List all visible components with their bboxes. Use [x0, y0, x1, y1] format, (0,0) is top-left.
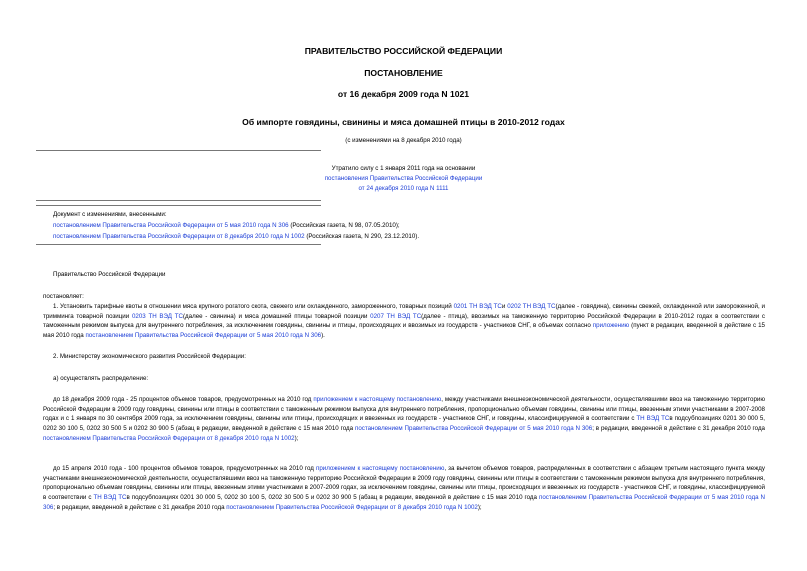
p4-text-e: );: [477, 503, 482, 511]
p1-link-0207[interactable]: 0207 ТН ВЭД ТС: [370, 312, 422, 320]
p3-link-306[interactable]: постановлением Правительства Российской Федерации от 5 мая 2010 года N 306: [354, 425, 593, 433]
paragraph-2a: а) осуществлять распределение:: [53, 375, 149, 382]
paragraph-3: [43, 395, 765, 444]
doc-type-heading: ПОСТАНОВЛЕНИЕ: [364, 68, 443, 78]
divider: [36, 205, 321, 206]
p1-text-d: (далее - свинина) и мяса домашней птицы товарной позиции: [182, 312, 371, 320]
changes-item-1: [53, 221, 400, 231]
p1-link-0203[interactable]: 0203 ТН ВЭД ТС: [131, 312, 183, 320]
paragraph-1: [43, 302, 765, 341]
expired-notice: Утратило силу с 1 января 2011 года на основании: [331, 165, 476, 172]
p3-text-a: до 18 декабря 2009 года - 25 процентов объемов товаров, предусмотренных на 2010 год: [53, 396, 314, 403]
change-link-1002[interactable]: постановлением Правительства Российской Федерации от 8 декабря 2010 года N 1002: [53, 233, 305, 240]
changes-item-2: [53, 232, 419, 242]
expired-link-line2[interactable]: от 24 декабря 2010 года N 1111: [358, 185, 449, 192]
changes-intro: Документ с изменениями, внесенными:: [53, 211, 167, 218]
change-source-1: (Российская газета, N 98, 07.05.2010);: [288, 222, 400, 229]
p1-link-0202[interactable]: 0202 ТН ВЭД ТС: [507, 303, 556, 310]
p4-link-1002[interactable]: постановлением Правительства Российской Федерации от 8 декабря 2010 года N 1002: [226, 503, 478, 511]
p1-link-appendix[interactable]: приложению: [592, 322, 630, 330]
paragraph-4: [43, 464, 765, 513]
document-title: Об импорте говядины, свинины и мяса домашней птицы в 2010-2012 годах: [242, 117, 565, 127]
decides-line: постановляет:: [43, 293, 84, 300]
p3-link-appendix[interactable]: приложением к настоящему постановлению: [313, 396, 442, 403]
p3-link-1002[interactable]: постановлением Правительства Российской Федерации от 8 декабря 2010 года N 1002: [43, 434, 295, 442]
p4-link-tnved[interactable]: ТН ВЭД ТС: [93, 494, 127, 502]
p4-text-d: ; в редакции, введенной в действие с 31 декабря 2010 года: [53, 503, 227, 511]
p3-link-tnved[interactable]: ТН ВЭД ТС: [636, 415, 670, 423]
p1-text-a: 1. Установить тарифные квоты в отношении мяса крупного рогатого скота, свежего или охлажденного, замороженного, товарных позиций: [53, 303, 454, 310]
p1-text-c: (далее - говядина), свинины свежей, охлажденной или замороженной, и тримминга товарной позиции: [43, 303, 765, 320]
change-link-306[interactable]: постановлением Правительства Российской Федерации от 5 мая 2010 года N 306: [53, 222, 289, 229]
divider: [36, 244, 321, 245]
amendments-note: (с изменениями на 8 декабря 2010 года): [345, 137, 462, 144]
expired-link-line1[interactable]: постановления Правительства Российской Федерации: [324, 175, 483, 182]
government-heading: ПРАВИТЕЛЬСТВО РОССИЙСКОЙ ФЕДЕРАЦИИ: [304, 46, 503, 56]
change-source-2: (Российская газета, N 290, 23.12.2010).: [304, 233, 420, 240]
p3-text-c: в подсубпозициях 0201 30 000 5, 0202 30 100 5, 0202 30 500 5 и 0202 30 900 5 (абзац в редакции, введенной в действие с 15 мая 2010 года: [43, 415, 765, 433]
p1-text-e: (далее - птица), ввозимых на таможенную территорию Российской Федерации в 2010-2012 годах в соответствии с таможенным режимом выпуска для внутреннего потребления, за исключением говядины, свинины и птицы, происходящих и ввозимых из государств - участников СНГ, в объемах согласно: [43, 312, 765, 330]
p3-text-e: );: [294, 434, 299, 442]
p1-text-b: и: [501, 303, 508, 310]
p1-text-g: ).: [321, 332, 325, 340]
p3-text-b: , между участниками внешнеэкономической деятельности, осуществлявшими ввоз на таможенную территорию Российской Федерации в 2009 году говядины, свинины или птицы в соответствии с таможенным режимом выпуска для внутреннего потребления, пропорционально объемам говядины, свинины или птицы, ввезенным этими участниками в 2007-2008 годах и с 1 января по 30 сентября 2009 года, за исключением говядины, свинины или птицы, происходящих и ввезенных из государств - участников СНГ, и говядины, классифицируемой в соответствии с: [43, 396, 765, 423]
divider: [36, 200, 321, 201]
divider: [36, 150, 321, 151]
p1-text-f: (пункт в редакции, введенной в действие с 15 мая 2010 года: [43, 322, 765, 340]
issuer-line: Правительство Российской Федерации: [53, 271, 166, 278]
date-number-heading: от 16 декабря 2009 года N 1021: [337, 89, 470, 99]
p4-link-306[interactable]: постановлением Правительства Российской Федерации от 5 мая 2010 года N 306: [43, 494, 765, 511]
p1-link-0201[interactable]: 0201 ТН ВЭД ТС: [453, 303, 502, 310]
p4-link-appendix[interactable]: приложением к настоящему постановлению: [315, 465, 445, 472]
p4-text-a: до 15 апреля 2010 года - 100 процентов объемов товаров, предусмотренных на 2010 год: [53, 465, 316, 472]
p4-text-b: , за вычетом объемов товаров, распределенных в соответствии с абзацем третьим настоящего пункта между участниками внешнеэкономической деятельности, осуществлявшими ввоз на таможенную территорию Российской Федерации в 2009 году говядины, свинины или птицы в соответствии с таможенным режимом выпуска для внутреннего потребления, пропорционально объемам говядины, свинины или птицы, ввезенным этими участниками в 2007-2009 годах, за исключением говядины, свинины или птицы, происходящих и ввезенных из государств - участников СНГ, и говядины, классифицируемой в соответствии с: [43, 465, 765, 502]
paragraph-2: 2. Министерству экономического развития Российской Федерации:: [53, 353, 246, 360]
p3-text-d: ; в редакции, введенной в действие с 31 декабря 2010 года: [592, 425, 765, 433]
p1-link-306[interactable]: постановлением Правительства Российской Федерации от 5 мая 2010 года N 306: [85, 332, 322, 340]
p4-text-c: в подсубпозициях 0201 30 000 5, 0202 30 100 5, 0202 30 500 5 и 0202 30 900 5 (абзац в редакции, введенной в действие с 15 мая 2010 года: [126, 494, 539, 502]
